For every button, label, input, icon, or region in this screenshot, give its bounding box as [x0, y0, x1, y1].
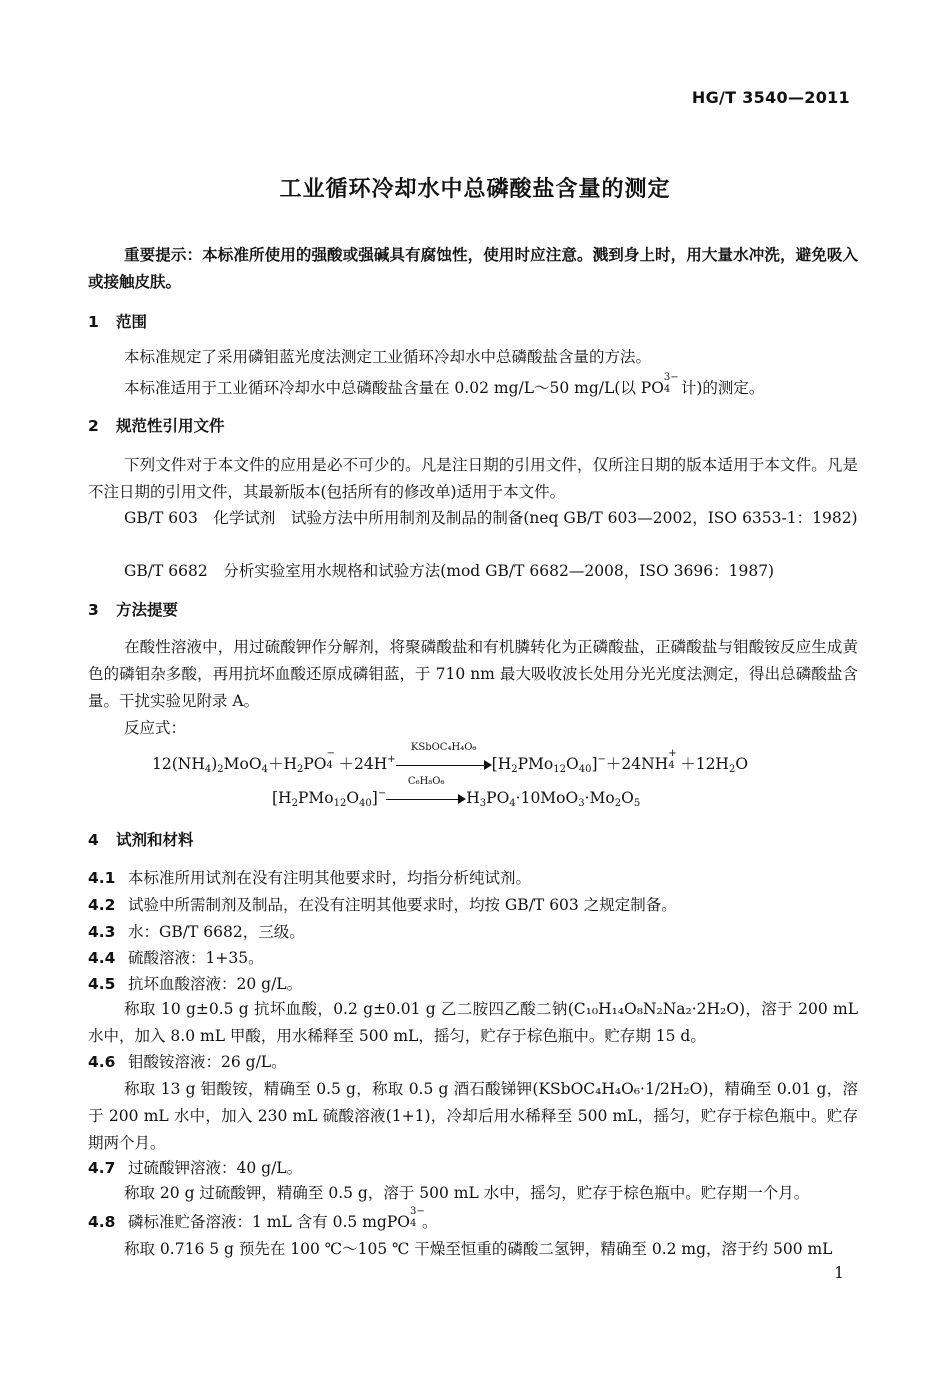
section-title: 试剂和材料 [116, 831, 194, 849]
item-4-7-paragraph: 称取 20 g 过硫酸钾，精确至 0.5 g，溶于 500 mL 水中，摇匀，贮存于棕色瓶中。贮存期一个月。 [124, 1184, 810, 1202]
section-number: 4 [88, 831, 99, 849]
s2-reference-1: GB/T 603 化学试剂 试验方法中所用制剂及制品的制备(neq GB/T 603—2002，ISO 6353-1：1982) [124, 509, 858, 527]
s3-paragraph-1: 在酸性溶液中，用过硫酸钾作分解剂，将聚磷酸盐和有机膦转化为正磷酸盐，正磷酸盐与钼酸铵反应生成黄色的磷钼杂多酸，再用抗坏血酸还原成磷钼蓝，于 710 nm 最大吸收波长处用分光光度法测定，得出总磷酸盐含量。干扰实验见附录 A。 [88, 638, 858, 710]
section-number: 3 [88, 601, 99, 619]
arrow-label: KSbOC₄H₄O₆ [410, 742, 477, 753]
section-title: 方法提要 [116, 601, 179, 619]
reaction-label: 反应式： [124, 719, 187, 737]
section-1-heading [88, 310, 858, 332]
section-3-heading [88, 598, 858, 620]
item-4-8-paragraph: 称取 0.716 5 g 预先在 100 ℃～105 ℃ 干燥至恒重的磷酸二氢钾，精确至 0.2 mg，溶于约 500 mL [124, 1240, 833, 1258]
section-number: 1 [88, 313, 99, 331]
s1-paragraph-2 [88, 372, 894, 398]
item-4-7: 4.7 过硫酸钾溶液：40 g/L。 [88, 1159, 303, 1177]
item-4-5-paragraph: 称取 10 g±0.5 g 抗坏血酸，0.2 g±0.01 g 乙二胺四乙酸二钠(C₁₀H₁₄O₈N₂Na₂·2H₂O)，溶于 200 mL 水中，加入 8.0 mL 甲酸，用水稀释至 500 mL，摇匀，贮存于棕色瓶中。贮存期 15 d。 [88, 1000, 858, 1045]
item-4-4: 4.4 硫酸溶液：1+35。 [88, 949, 264, 967]
s1-p2-tail: 计)的测定。 [675, 379, 765, 397]
s1-p2-sup: 3− [663, 372, 679, 383]
reaction-equation-1: $12(NH_4)_2MoO_4+H_2PO$ − 4 ＋24H+ KSbOC₄H₄O₆ $[H_2PMo_{12}O_{40}]^-+24NH$ + 4 $+12H_2O$ [152, 742, 749, 775]
item-4-2: 4.2 试验中所需制剂及制品，在没有注明其他要求时，均按 GB/T 603 之规定制备。 [88, 896, 677, 914]
item-4-6: 4.6 钼酸铵溶液：26 g/L。 [88, 1053, 287, 1071]
s1-p2-text: 本标准适用于工业循环冷却水中总磷酸盐含量在 0.02 mg/L～50 mg/L(以 PO [124, 379, 664, 397]
item-4-8: 4.8 磷标准贮备溶液：1 mL 含有 0.5 mgPO 3− 4 。 [88, 1206, 438, 1231]
reaction-equation-2: $[H_2PMo_{12}O_{40}]^-$ C₆H₈O₆ $H_3PO_4\cdot 10MoO_3\cdot Mo_2O_5$ [272, 776, 641, 809]
important-notice [88, 242, 858, 296]
section-4-heading [88, 828, 858, 850]
s1-paragraph-1: 本标准规定了采用磷钼蓝光度法测定工业循环冷却水中总磷酸盐含量的方法。 [124, 348, 652, 366]
section-number: 2 [88, 417, 99, 435]
item-4-1: 4.1 本标准所用试剂在没有注明其他要求时，均指分析纯试剂。 [88, 869, 532, 887]
standard-code: HG/T 3540—2011 [691, 88, 850, 107]
section-title: 范围 [116, 313, 148, 331]
page-title: 工业循环冷却水中总磷酸盐含量的测定 [279, 177, 671, 202]
notice-lead: 重要提示： [124, 246, 203, 264]
item-4-6-paragraph: 称取 13 g 钼酸铵，精确至 0.5 g，称取 0.5 g 酒石酸锑钾(KSbOC₄H₄O₆·1/2H₂O)，精确至 0.01 g，溶于 200 mL 水中，加入 230 mL 硫酸溶液(1+1)，冷却后用水稀释至 500 mL，摇匀，贮存于棕色瓶中。贮存期两个月。 [88, 1080, 858, 1152]
s2-paragraph-1: 下列文件对于本文件的应用是必不可少的。凡是注日期的引用文件，仅所注日期的版本适用于本文件。凡是不注日期的引用文件，其最新版本(包括所有的修改单)适用于本文件。 [88, 456, 858, 501]
notice-text: 本标准所使用的强酸或强碱具有腐蚀性，使用时应注意。溅到身上时，用大量水冲洗，避免吸入或接触皮肤。 [88, 246, 858, 291]
reaction-arrow [386, 776, 466, 808]
s2-reference-2: GB/T 6682 分析实验室用水规格和试验方法(mod GB/T 6682—2008，ISO 3696：1987) [124, 562, 775, 580]
page-number: 1 [834, 1264, 844, 1282]
reaction-arrow [396, 742, 492, 774]
section-2-heading [88, 414, 858, 436]
item-4-3: 4.3 水：GB/T 6682，三级。 [88, 923, 305, 941]
item-4-5: 4.5 抗坏血酸溶液：20 g/L。 [88, 975, 303, 993]
section-title: 规范性引用文件 [116, 417, 225, 435]
s1-p2-sub: 4 [663, 384, 671, 395]
arrow-label: C₆H₈O₆ [407, 776, 445, 787]
